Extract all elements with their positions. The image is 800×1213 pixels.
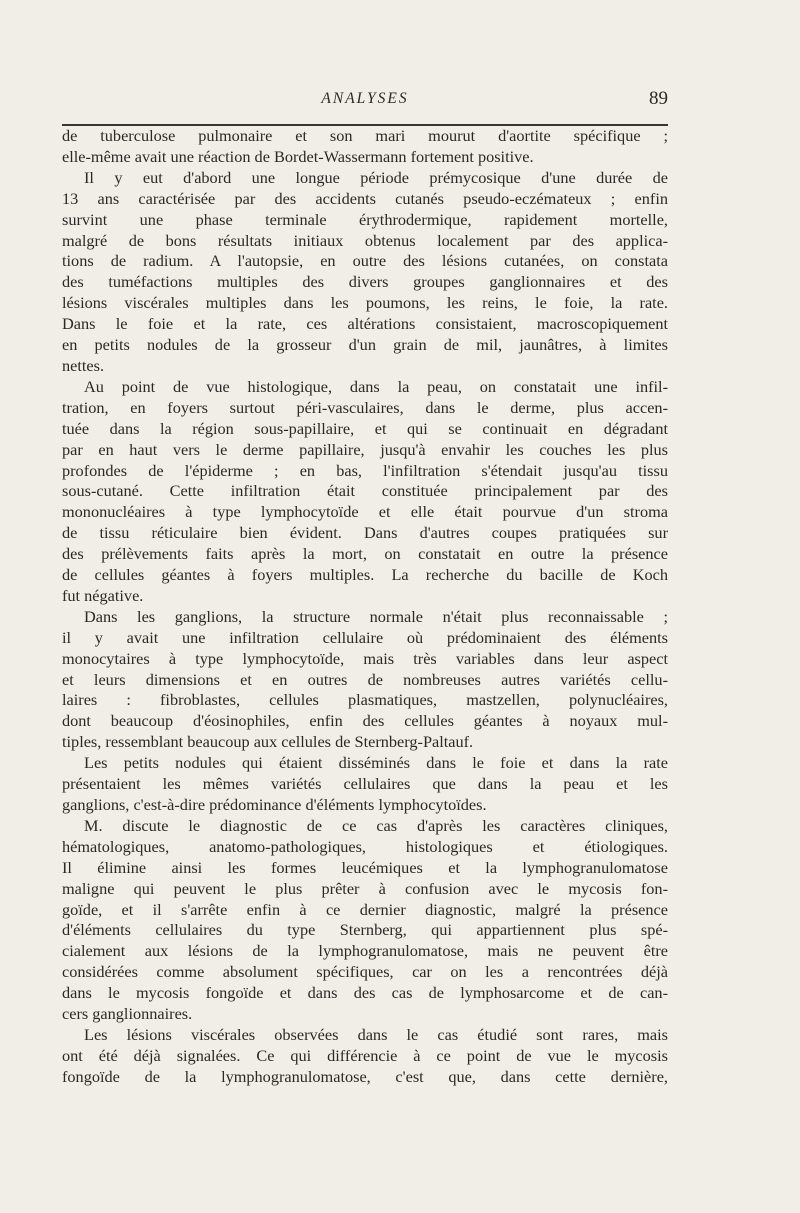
text-line: d'éléments cellulaires du type Sternberg, qui appartiennent plus spé- — [62, 920, 668, 940]
text-line: et leurs dimensions et en outres de nombreuses autres variétés cellu- — [62, 669, 668, 689]
paragraph — [62, 1025, 668, 1088]
text-line: nettes. — [62, 355, 105, 375]
text-line: ont été déjà signalées. Ce qui différencie à ce point de vue le mycosis — [62, 1045, 668, 1065]
text-line: mononucléaires à type lymphocytoïde et elle était pourvue d'un stroma — [62, 502, 668, 522]
text-line: en petits nodules de la grosseur d'un grain de mil, jaunâtres, à limites — [62, 335, 668, 355]
text-line: elle-même avait une réaction de Bordet-Wassermann fortement positive. — [62, 146, 534, 166]
text-line: de tissu réticulaire bien évident. Dans d'autres coupes pratiquées sur — [62, 523, 668, 543]
text-line: des prélèvements faits après la mort, on constatait en outre la présence — [62, 544, 668, 564]
text-line: Au point de vue histologique, dans la peau, on constatait une infil- — [84, 376, 668, 396]
text-line: Il élimine ainsi les formes leucémiques et la lymphogranulomatose — [62, 857, 668, 877]
text-line: maligne qui peuvent le plus prêter à confusion avec le mycosis fon- — [62, 878, 668, 898]
paragraph — [62, 607, 668, 753]
body-text — [62, 126, 668, 1088]
text-line: il y avait une infiltration cellulaire où prédominaient des éléments — [62, 627, 668, 647]
text-line: ganglions, c'est-à-dire prédominance d'éléments lymphocytoïdes. — [62, 795, 487, 814]
page-header — [62, 88, 668, 112]
text-line: Il y eut d'abord une longue période prémycosique d'une durée de — [84, 167, 668, 187]
paragraph — [62, 753, 668, 816]
text-line: tuée dans la région sous-papillaire, et qui se continuait en dégradant — [62, 418, 668, 438]
text-line: fut négative. — [62, 585, 144, 605]
text-line: par en haut vers le derme papillaire, jusqu'à envahir les couches les plus — [62, 439, 668, 459]
text-line: hématologiques, anatomo-pathologiques, histologiques et étiologiques. — [62, 836, 668, 856]
paragraph — [62, 816, 668, 1025]
text-line: Les lésions viscérales observées dans le cas étudié sont rares, mais — [84, 1024, 668, 1044]
text-line: Dans le foie et la rate, ces altérations consistaient, macroscopiquement — [62, 314, 668, 334]
text-line: malgré de bons résultats initiaux obtenus localement par des applica- — [62, 230, 668, 250]
text-line: dont beaucoup d'éosinophiles, enfin des cellules géantes à noyaux mul- — [62, 711, 668, 731]
text-line: cialement aux lésions de la lymphogranulomatose, mais ne peuvent être — [62, 941, 668, 961]
text-line: tiples, ressemblant beaucoup aux cellules de Sternberg-Paltauf. — [62, 732, 474, 752]
text-line: des tuméfactions multiples des divers groupes ganglionnaires et des — [62, 272, 668, 292]
text-line: lésions viscérales multiples dans les poumons, les reins, le foie, la rate. — [62, 293, 668, 313]
text-line: tration, en foyers surtout péri-vasculaires, dans le derme, plus accen- — [62, 397, 668, 417]
text-line: laires : fibroblastes, cellules plasmatiques, mastzellen, polynucléaires, — [62, 690, 668, 710]
text-line: présentaient les mêmes variétés cellulaires que dans la peau et les — [62, 774, 668, 794]
text-line: Les petits nodules qui étaient disséminés dans le foie et dans la rate — [84, 753, 668, 773]
text-line: considérées comme absolument spécifiques, car on les a rencontrées déjà — [62, 962, 668, 982]
paragraph — [62, 168, 668, 377]
text-line: goïde, et il s'arrête enfin à ce dernier diagnostic, malgré la présence — [62, 899, 668, 919]
text-line: profondes de l'épiderme ; en bas, l'infiltration s'étendait jusqu'au tissu — [62, 460, 668, 480]
text-line: dans le mycosis fongoïde et dans des cas de lymphosarcome et de can- — [62, 983, 668, 1003]
paragraph — [62, 377, 668, 607]
text-line: de tuberculose pulmonaire et son mari mourut d'aortite spécifique ; — [62, 126, 668, 145]
paragraph — [62, 126, 668, 168]
text-line: tions de radium. A l'autopsie, en outre des lésions cutanées, on constata — [62, 251, 668, 271]
text-line: Dans les ganglions, la structure normale n'était plus reconnaissable ; — [84, 606, 668, 626]
text-line: fongoïde de la lymphogranulomatose, c'est que, dans cette dernière, — [62, 1066, 668, 1086]
text-line: survint une phase terminale érythrodermique, rapidement mortelle, — [62, 209, 668, 229]
text-line: sous-cutané. Cette infiltration était constituée principalement par des — [62, 481, 668, 501]
text-line: de cellules géantes à foyers multiples. La recherche du bacille de Koch — [62, 565, 668, 585]
text-line: monocytaires à type lymphocytoïde, mais très variables dans leur aspect — [62, 648, 668, 668]
text-line: 13 ans caractérisée par des accidents cutanés pseudo-eczémateux ; enfin — [62, 188, 668, 208]
running-title: ANALYSES — [321, 90, 409, 107]
text-line: M. discute le diagnostic de ce cas d'après les caractères cliniques, — [84, 815, 668, 835]
text-line: cers ganglionnaires. — [62, 1004, 193, 1024]
page-number: 89 — [649, 88, 668, 109]
